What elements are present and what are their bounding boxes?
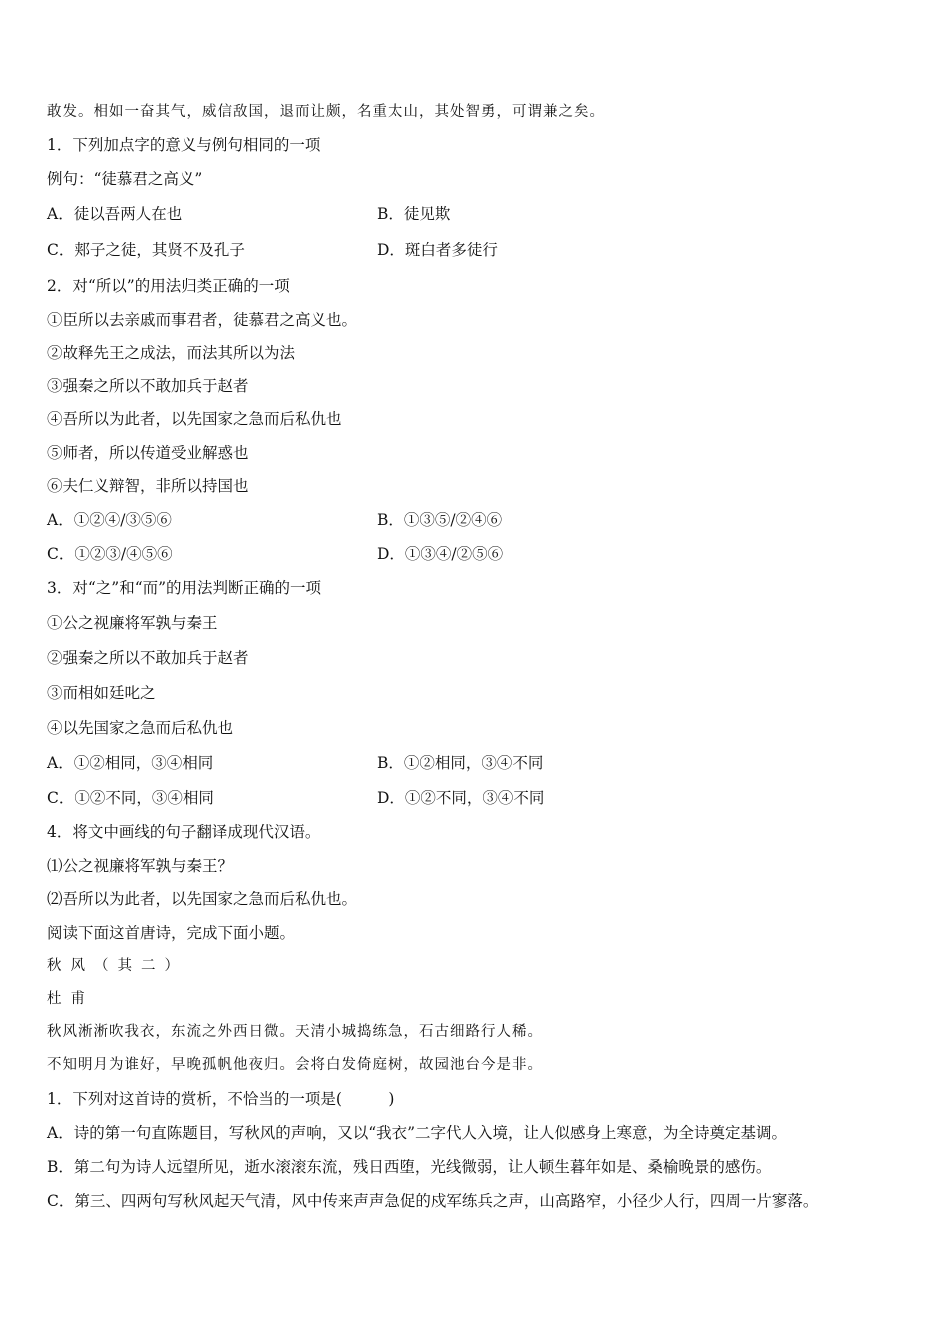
question-2-option-a: A．①②④/③⑤⑥ <box>47 511 172 529</box>
question-2-item-3: ③强秦之所以不敢加兵于赵者 <box>47 377 249 395</box>
question-1-option-a: A．徒以吾两人在也 <box>47 205 183 223</box>
poem-question-1-option-a: A．诗的第一句直陈题目，写秋风的声响，又以“我衣”二字代人入境，让人似感身上寒意，为全诗奠定基调。 <box>47 1124 788 1142</box>
poem-title: 秋风（其二） <box>47 958 188 974</box>
question-2-option-b: B．①③⑤/②④⑥ <box>377 511 503 529</box>
question-1-option-c: C．郏子之徒，其贤不及孔子 <box>47 241 245 259</box>
question-1-example: 例句：“徒慕君之高义” <box>47 170 203 188</box>
poem-author: 杜甫 <box>47 991 94 1007</box>
poem-line-2: 不知明月为谁好，早晚孤帆他夜归。会将白发倚庭树，故园池台今是非。 <box>47 1057 543 1073</box>
question-2-item-5: ⑤师者，所以传道受业解惑也 <box>47 444 249 462</box>
poem-question-1-stem: 1．下列对这首诗的赏析，不恰当的一项是( ) <box>47 1090 395 1108</box>
poem-question-1-option-b: B．第二句为诗人远望所见，逝水滚滚东流，残日西堕，光线微弱，让人顿生暮年如是、桑榆晚景的感伤。 <box>47 1158 772 1176</box>
question-3-stem: 3．对“之”和“而”的用法判断正确的一项 <box>47 579 322 597</box>
question-3-item-2: ②强秦之所以不敢加兵于赵者 <box>47 649 249 667</box>
question-2-option-d: D．①③④/②⑤⑥ <box>377 545 504 563</box>
question-3-item-4: ④以先国家之急而后私仇也 <box>47 719 234 737</box>
poem-question-1-option-c: C．第三、四两句写秋风起天气清，风中传来声声急促的戍军练兵之声，山高路窄，小径少人行，四周一片寥落。 <box>47 1192 819 1210</box>
question-2-item-4: ④吾所以为此者，以先国家之急而后私仇也 <box>47 410 342 428</box>
question-2-item-2: ②故释先王之成法，而法其所以为法 <box>47 344 296 362</box>
question-1-option-b: B．徒见欺 <box>377 205 451 223</box>
question-3-item-3: ③而相如廷叱之 <box>47 684 156 702</box>
question-3-item-1: ①公之视廉将军孰与秦王 <box>47 614 218 632</box>
question-2-stem: 2．对“所以”的用法归类正确的一项 <box>47 277 290 295</box>
question-1-stem: 1．下列加点字的意义与例句相同的一项 <box>47 136 321 154</box>
passage-tail: 敢发。相如一奋其气，威信敌国，退而让颇，名重太山，其处智勇，可谓兼之矣。 <box>47 104 605 120</box>
question-3-option-a: A．①②相同，③④相同 <box>47 754 214 772</box>
question-3-option-c: C．①②不同，③④相同 <box>47 789 214 807</box>
question-1-option-d: D．斑白者多徒行 <box>377 241 498 259</box>
question-3-option-d: D．①②不同，③④不同 <box>377 789 545 807</box>
poem-line-1: 秋风淅淅吹我衣，东流之外西日微。天清小城捣练急，石古细路行人稀。 <box>47 1024 543 1040</box>
question-3-option-b: B．①②相同，③④不同 <box>377 754 544 772</box>
question-2-option-c: C．①②③/④⑤⑥ <box>47 545 173 563</box>
question-4-item-2: ⑵吾所以为此者，以先国家之急而后私仇也。 <box>47 890 358 908</box>
question-2-item-1: ①臣所以去亲戚而事君者，徒慕君之高义也。 <box>47 311 358 329</box>
poem-instruction: 阅读下面这首唐诗，完成下面小题。 <box>47 924 296 942</box>
question-4-stem: 4．将文中画线的句子翻译成现代汉语。 <box>47 823 321 841</box>
question-2-item-6: ⑥夫仁义辩智，非所以持国也 <box>47 477 249 495</box>
question-4-item-1: ⑴公之视廉将军孰与秦王？ <box>47 857 234 875</box>
